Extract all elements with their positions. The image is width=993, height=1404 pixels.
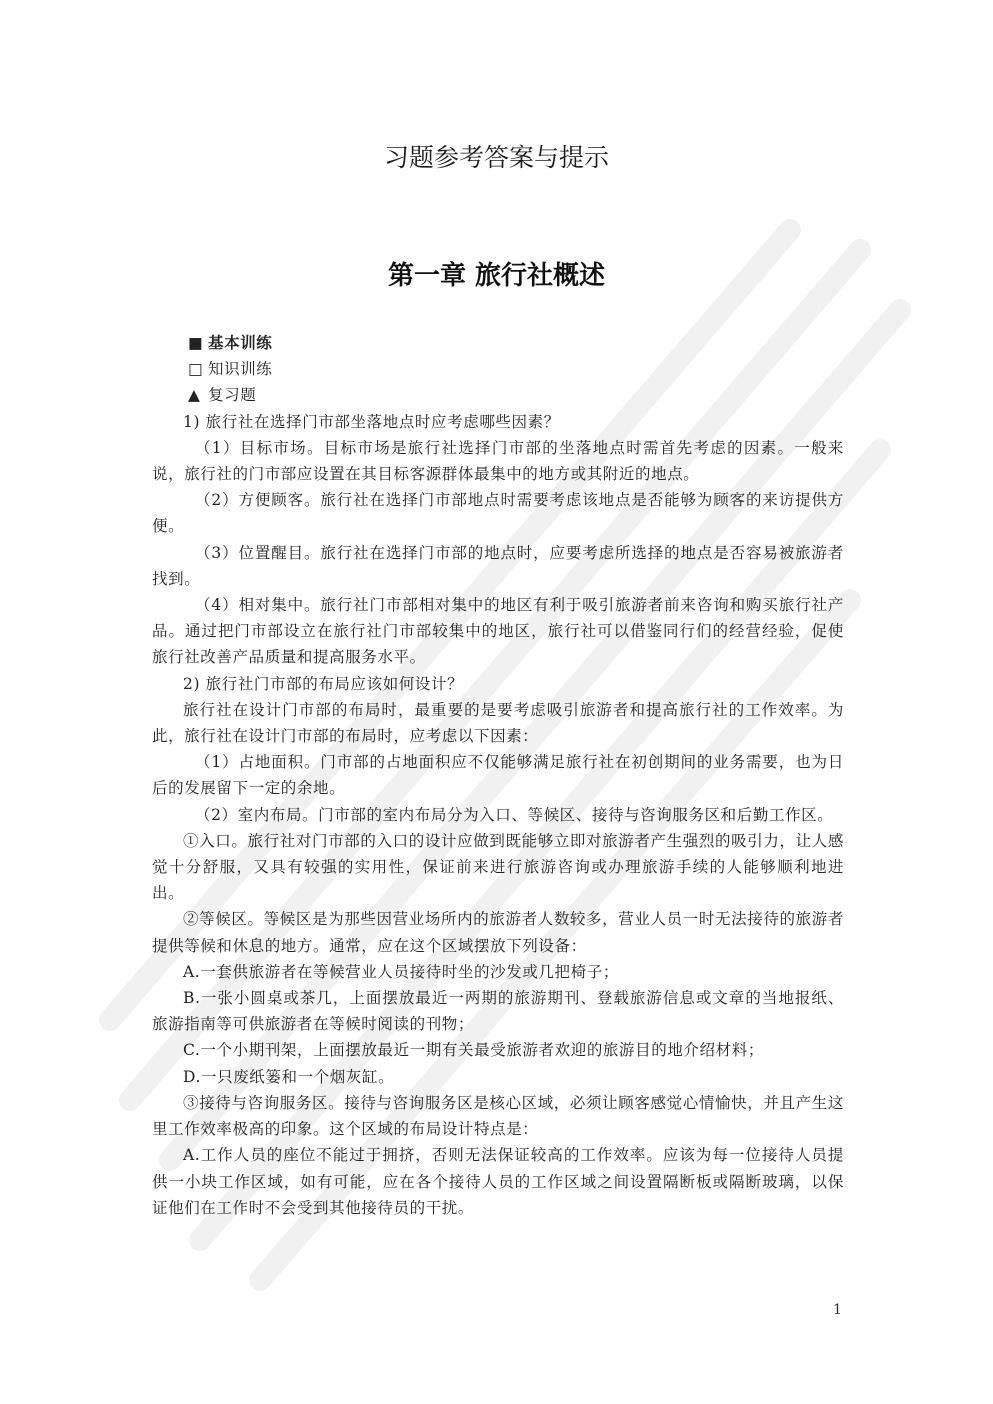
answer-paragraph: （4）相对集中。旅行社门市部相对集中的地区有利于吸引旅游者前来咨询和购买旅行社产品。通过把门市部设立在旅行社门市部较集中的地区，旅行社可以借鉴同行们的经营经验，促使旅行社改善产品质量和提高服务水平。 (152, 596, 844, 667)
question-2: 2) 旅行社门市部的布局应该如何设计？ (183, 674, 464, 693)
triangle-icon: ▲ (188, 386, 201, 405)
empty-square-icon: □ (188, 360, 204, 379)
question-1: 1) 旅行社在选择门市部坐落地点时应考虑哪些因素？ (183, 412, 560, 431)
section-label: 基本训练 (208, 333, 273, 352)
page-title: 习题参考答案与提示 (383, 143, 609, 172)
list-item: C.一个小期刊架，上面摆放最近一期有关最受旅游者欢迎的旅游目的地介绍材料； (183, 1041, 764, 1060)
answer-paragraph: （2）室内布局。门市部的室内布局分为入口、等候区、接待与咨询服务区和后勤工作区。 (195, 805, 834, 824)
answer-paragraph: （3）位置醒目。旅行社在选择门市部的地点时，应要考虑所选择的地点是否容易被旅游者找到。 (152, 543, 844, 588)
answer-paragraph: （2）方便顾客。旅行社在选择门市部地点时需要考虑该地点是否能够为顾客的来访提供方便。 (152, 491, 844, 536)
answer-paragraph: ③接待与咨询服务区。接待与咨询服务区是核心区域，必须让顾客感觉心情愉快，并且产生这里工作效率极高的印象。这个区域的布局设计特点是： (152, 1093, 844, 1139)
list-item: A.一套供旅游者在等候营业人员接待时坐的沙发或几把椅子； (183, 962, 619, 981)
list-item: A.工作人员的座位不能过于拥挤，否则无法保证较高的工作效率。应该为每一位接待人员提供一小块工作区域，如有可能，应在各个接待人员的工作区域之间设置隔断板或隔断玻璃，以保证他们在工作时不会受到其他接待员的干扰。 (152, 1146, 844, 1217)
answer-paragraph: （1）目标市场。目标市场是旅行社选择门市部的坐落地点时需首先考虑的因素。一般来说，旅行社的门市部应设置在其目标客源群体最集中的地方或其附近的地点。 (152, 438, 844, 484)
section-label: 复习题 (208, 386, 257, 405)
body-text (152, 330, 844, 1221)
answer-paragraph: 旅行社在设计门市部的布局时，最重要的是要考虑吸引旅游者和提高旅行社的工作效率。为此，旅行社在设计门市部的布局时，应考虑以下因素： (152, 700, 844, 746)
section-label: 知识训练 (208, 360, 273, 379)
page-number: 1 (833, 1302, 842, 1318)
section-basic-training (152, 330, 844, 356)
answer-paragraph: ①入口。旅行社对门市部的入口的设计应做到既能够立即对旅游者产生强烈的吸引力，让人感觉十分舒服，又具有较强的实用性，保证前来进行旅游咨询或办理旅游手续的人能够顺利地进出。 (152, 831, 844, 903)
chapter-heading: 第一章 旅行社概述 (387, 261, 606, 291)
answer-paragraph: （1）占地面积。门市部的占地面积应不仅能够满足旅行社在初创期间的业务需要，也为日后的发展留下一定的余地。 (152, 753, 844, 798)
section-knowledge-training (152, 356, 844, 382)
section-review (152, 382, 844, 408)
list-item: D.一只废纸篓和一个烟灰缸。 (183, 1067, 395, 1086)
answer-paragraph: ②等候区。等候区是为那些因营业场所内的旅游者人数较多，营业人员一时无法接待的旅游者提供等候和休息的地方。通常，应在这个区域摆放下列设备： (152, 910, 844, 955)
filled-square-icon: ■ (188, 333, 204, 352)
list-item: B.一张小圆桌或茶几，上面摆放最近一两期的旅游期刊、登载旅游信息或文章的当地报纸、旅游指南等可供旅游者在等候时阅读的刊物； (152, 989, 844, 1034)
